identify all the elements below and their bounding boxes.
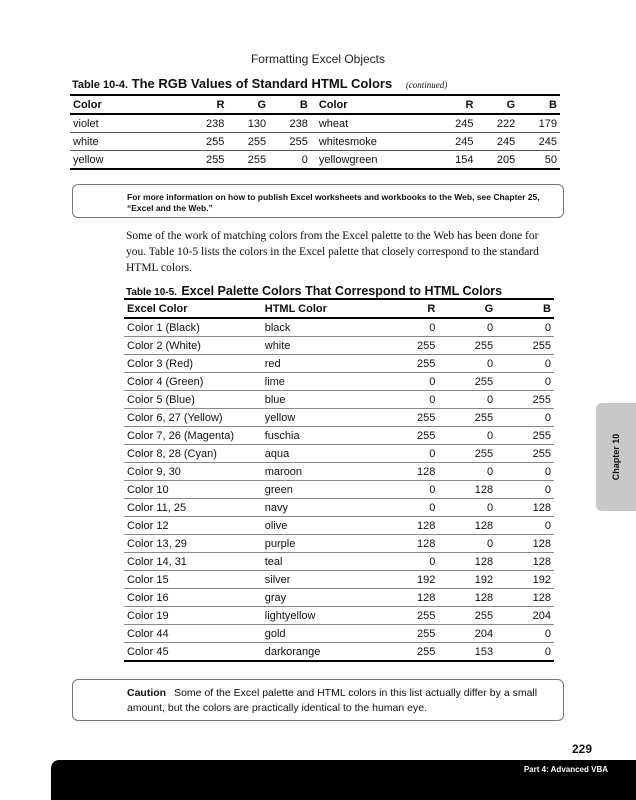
table-cell: 0: [487, 321, 494, 334]
table-cell: Color 10: [127, 483, 169, 496]
table-cell: 0: [487, 429, 494, 442]
table-row: [124, 355, 554, 373]
table-cell: 0: [487, 393, 494, 406]
caution-label: Caution: [127, 687, 167, 699]
table-cell: 255: [474, 609, 494, 622]
table-row: [124, 391, 554, 409]
column-header: R: [465, 98, 474, 111]
table-cell: 0: [544, 375, 551, 388]
table-cell: 245: [496, 135, 516, 148]
table-label: Table 10-4.: [72, 79, 129, 91]
table-cell: 255: [474, 375, 494, 388]
table-row: [124, 499, 554, 517]
column-header: G: [506, 98, 516, 111]
table-cell: 238: [289, 117, 308, 130]
table-cell: 255: [417, 339, 436, 352]
table-row: [124, 571, 554, 589]
table-cell: 0: [544, 411, 551, 424]
table-cell: Color 12: [127, 519, 169, 532]
table-cell: 192: [417, 573, 436, 586]
table-cell: gray: [264, 591, 287, 604]
table-cell: teal: [264, 555, 283, 568]
chapter-tab-label: Chapter 10: [611, 433, 621, 481]
table-cell: 128: [474, 555, 494, 568]
table-cell: 255: [532, 447, 551, 460]
table-cell: Color 1 (Black): [127, 321, 200, 334]
table-cell: blue: [264, 393, 286, 406]
table-cell: 128: [417, 519, 436, 532]
table-row: [124, 337, 554, 355]
table-cell: silver: [264, 573, 291, 586]
table-cell: Color 8, 28 (Cyan): [127, 447, 217, 460]
table-cell: 255: [247, 135, 267, 148]
table-cell: Color 13, 29: [127, 537, 187, 550]
table-row: [124, 318, 554, 337]
table-cell: 255: [532, 339, 551, 352]
table-title: The RGB Values of Standard HTML Colors: [131, 76, 393, 91]
table-cell: 245: [455, 135, 474, 148]
note-box: [72, 184, 564, 218]
table-cell: 255: [206, 135, 225, 148]
table-cell: yellow: [264, 411, 296, 424]
table-cell: 255: [247, 153, 267, 166]
table-cell: 192: [532, 573, 551, 586]
column-header: Color: [73, 98, 102, 111]
table-cell: 0: [544, 645, 551, 658]
column-header: R: [216, 98, 225, 111]
caution-text: Some of the Excel palette and HTML colors in this list actually differ by a small amount, but the colors are practically identical to the human eye.: [127, 687, 538, 714]
table-row: [124, 589, 554, 607]
table-cell: 154: [455, 153, 474, 166]
table-cell: 255: [474, 447, 494, 460]
table-cell: gold: [264, 627, 286, 640]
table-cell: 0: [487, 537, 494, 550]
table-cell: 0: [429, 393, 436, 406]
table-cell: Color 16: [127, 591, 169, 604]
table-row: [124, 409, 554, 427]
column-header: B: [299, 98, 308, 111]
table-cell: violet: [73, 117, 99, 130]
table-cell: whitesmoke: [318, 135, 377, 148]
table-cell: 255: [417, 645, 436, 658]
column-header: HTML Color: [264, 302, 327, 315]
table-cell: yellow: [73, 153, 104, 166]
table-cell: Color 15: [127, 573, 169, 586]
table-row: [124, 427, 554, 445]
table-cell: 204: [532, 609, 551, 622]
footer-bar: [51, 760, 636, 800]
table-cell: 0: [429, 375, 436, 388]
table-cell: white: [73, 135, 99, 148]
table-cell: 179: [538, 117, 557, 130]
table-cell: 0: [544, 519, 551, 532]
table-10-4: [70, 94, 560, 170]
table-cell: Color 19: [127, 609, 169, 622]
table-cell: green: [264, 483, 293, 496]
table-cell: 128: [532, 501, 551, 514]
table-cell: 245: [455, 117, 474, 130]
table-cell: 0: [487, 501, 494, 514]
column-header: G: [484, 302, 494, 315]
table-cell: 0: [487, 357, 494, 370]
table-cell: red: [264, 357, 281, 370]
table-cell: fuschia: [264, 429, 300, 442]
table-cell: black: [264, 321, 291, 334]
table-row: [124, 517, 554, 535]
caution-box: [72, 679, 564, 721]
table-cell: 50: [544, 153, 557, 166]
table-cell: 0: [429, 555, 436, 568]
table-cell: 192: [474, 573, 494, 586]
table-cell: Color 5 (Blue): [127, 393, 195, 406]
table-cell: 128: [532, 555, 551, 568]
table-row: [124, 643, 554, 662]
table-cell: navy: [264, 501, 288, 514]
table-cell: Color 45: [127, 645, 169, 658]
table-cell: 128: [417, 591, 436, 604]
table-cell: 0: [487, 465, 494, 478]
page-number: 229: [571, 742, 592, 756]
table-row: [124, 373, 554, 391]
table-cell: 255: [532, 393, 551, 406]
table-cell: 0: [544, 627, 551, 640]
table-cell: 0: [544, 483, 551, 496]
table-label: Table 10-5.: [126, 287, 177, 298]
table-cell: Color 44: [127, 627, 169, 640]
table-cell: 255: [417, 627, 436, 640]
table-cell: 0: [429, 447, 436, 460]
table-cell: 128: [474, 483, 494, 496]
table-cell: 0: [544, 465, 551, 478]
column-header: B: [543, 302, 551, 315]
table-cell: 255: [417, 429, 436, 442]
table-cell: lime: [264, 375, 285, 388]
table-cell: Color 9, 30: [127, 465, 181, 478]
table-cell: Color 14, 31: [127, 555, 187, 568]
table-10-4-caption: [72, 76, 572, 91]
continued-note: (continued): [405, 80, 448, 90]
column-header: Excel Color: [127, 302, 188, 315]
table-cell: 128: [532, 591, 551, 604]
chapter-tab: [596, 403, 636, 511]
table-cell: 153: [474, 645, 494, 658]
table-row: [70, 133, 560, 151]
table-cell: 128: [474, 591, 494, 604]
table-header-row: [70, 95, 560, 114]
table-cell: Color 4 (Green): [127, 375, 204, 388]
table-row: [124, 445, 554, 463]
table-cell: 204: [474, 627, 494, 640]
table-cell: lightyellow: [264, 609, 316, 622]
table-cell: 128: [532, 537, 551, 550]
footer-part-label: Part 4: Advanced VBA: [523, 765, 608, 774]
table-cell: aqua: [264, 447, 290, 460]
table-cell: 255: [417, 609, 436, 622]
table-cell: Color 11, 25: [127, 501, 187, 514]
table-cell: white: [264, 339, 291, 352]
table-cell: 0: [301, 153, 308, 166]
table-cell: 0: [429, 501, 436, 514]
table-cell: 245: [538, 135, 557, 148]
table-header-row: [124, 299, 554, 318]
table-cell: yellowgreen: [318, 153, 378, 166]
column-header: G: [257, 98, 267, 111]
table-cell: 0: [544, 357, 551, 370]
table-row: [124, 607, 554, 625]
table-cell: 130: [247, 117, 267, 130]
table-row: [124, 463, 554, 481]
table-cell: 0: [429, 483, 436, 496]
column-header: B: [549, 98, 557, 111]
table-title: Excel Palette Colors That Correspond to HTML Colors: [181, 284, 503, 298]
table-cell: 0: [544, 321, 551, 334]
table-row: [124, 481, 554, 499]
table-cell: Color 2 (White): [127, 339, 201, 352]
column-header: R: [427, 302, 436, 315]
table-cell: 128: [474, 519, 494, 532]
table-row: [70, 151, 560, 170]
table-cell: 255: [474, 411, 494, 424]
table-cell: 255: [289, 135, 308, 148]
body-paragraph: Some of the work of matching colors from the Excel palette to the Web has been done for you. Table 10-5 lists the colors in the Excel palette that closely correspond to the standard HTML colors.: [126, 230, 539, 274]
table-row: [70, 114, 560, 133]
table-cell: 238: [206, 117, 225, 130]
table-cell: 255: [417, 357, 436, 370]
note-text: For more information on how to publish Excel worksheets and workbooks to the Web, see Chapter 25, “Excel and the Web.”: [127, 192, 540, 213]
running-head: Formatting Excel Objects: [250, 52, 386, 66]
table-cell: wheat: [318, 117, 349, 130]
table-cell: olive: [264, 519, 288, 532]
table-cell: 255: [417, 411, 436, 424]
table-row: [124, 625, 554, 643]
table-cell: Color 6, 27 (Yellow): [127, 411, 223, 424]
table-cell: 255: [532, 429, 551, 442]
table-cell: 128: [417, 465, 436, 478]
column-header: Color: [318, 98, 348, 111]
table-cell: 222: [496, 117, 516, 130]
table-cell: 128: [417, 537, 436, 550]
table-cell: maroon: [264, 465, 303, 478]
table-cell: 205: [496, 153, 516, 166]
table-cell: Color 3 (Red): [127, 357, 194, 370]
table-cell: 255: [474, 339, 494, 352]
table-row: [124, 553, 554, 571]
table-10-5: [124, 298, 554, 662]
table-row: [124, 535, 554, 553]
table-cell: 255: [206, 153, 225, 166]
table-cell: Color 7, 26 (Magenta): [127, 429, 234, 442]
table-cell: purple: [264, 537, 296, 550]
table-cell: darkorange: [264, 645, 321, 658]
table-cell: 0: [429, 321, 436, 334]
